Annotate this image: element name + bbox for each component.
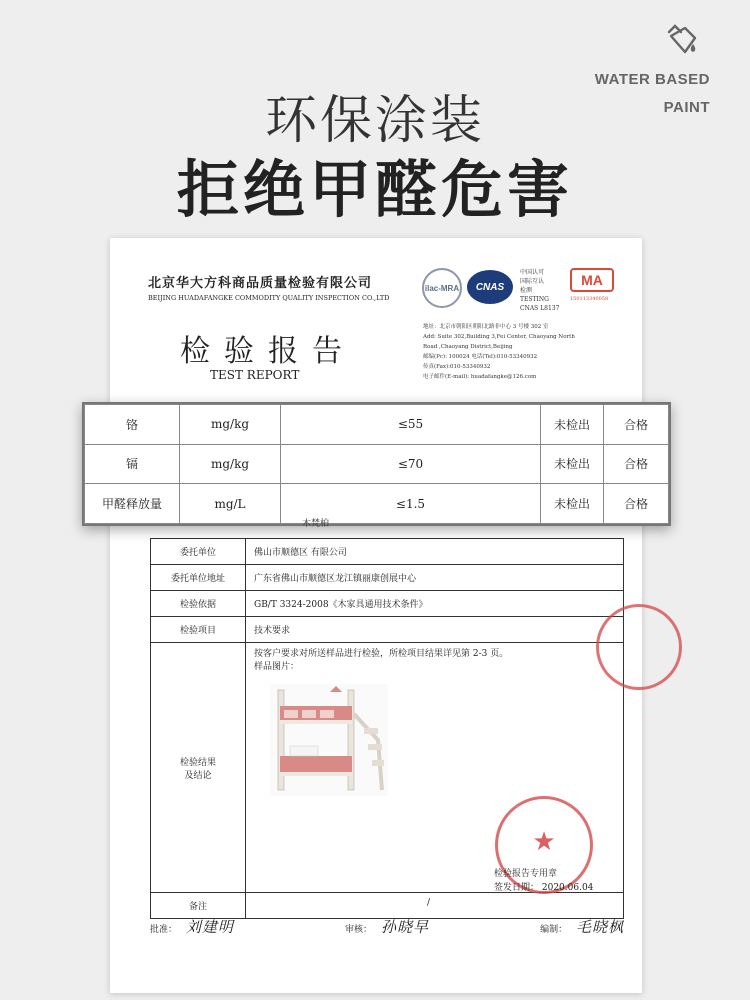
row-label: 检验依据	[151, 591, 246, 617]
approve-label: 批准：	[150, 925, 178, 935]
headline-primary: 环保涂装	[264, 91, 485, 151]
table-row	[151, 565, 624, 591]
edit-signature: 毛晓枫	[575, 918, 624, 936]
edit-field	[540, 916, 624, 937]
row-value: 技术要求	[246, 617, 624, 643]
review-signature: 孙晓早	[380, 918, 429, 936]
approve-field	[150, 916, 234, 937]
unit-cell: mg/kg	[180, 405, 281, 445]
cma-code: 150113340058	[570, 296, 609, 302]
sample-label: 样品图片：	[254, 662, 300, 672]
item-cell: 甲醛释放量	[85, 484, 180, 524]
row-value: GB/T 3324-2008《木家具通用技术条件》	[246, 591, 624, 617]
item-cell: 镉	[85, 444, 180, 484]
note-value	[246, 893, 624, 919]
approve-signature: 刘建明	[185, 918, 234, 936]
signature-row	[150, 916, 624, 937]
bunk-bed-sample-image	[270, 684, 388, 796]
table-row	[85, 484, 669, 524]
cma-logo: MA	[570, 268, 614, 292]
lab-name-cn: 北京华大方科商品质量检验有限公司	[148, 276, 373, 291]
test-report-document	[110, 238, 642, 993]
result-text: 按客户要求对所送样品进行检验，所检项目结果详见第 2-3 页。	[254, 649, 509, 659]
table-row	[151, 539, 624, 565]
row-value: 佛山市顺德区 有限公司	[246, 539, 624, 565]
row-label: 委托单位地址	[151, 565, 246, 591]
unit-cell: mg/kg	[180, 444, 281, 484]
brand-line-1: WATER BASED	[594, 71, 710, 88]
unit-cell: mg/L	[180, 484, 281, 524]
verdict-cell: 合格	[604, 405, 669, 445]
accreditation-text: 中国认可 国际互认 检测 TESTING CNAS L8137	[520, 269, 560, 312]
table-row	[151, 591, 624, 617]
result-cell: 未检出	[541, 405, 604, 445]
table-row	[85, 444, 669, 484]
report-title-en: TEST REPORT	[210, 368, 300, 382]
note-label: 备注	[151, 893, 246, 919]
row-value: 广东省佛山市顺德区龙江镇丽康创展中心	[246, 565, 624, 591]
review-field	[345, 916, 429, 937]
official-seal-partial	[596, 604, 682, 690]
seal-label: 检验报告专用章	[494, 869, 558, 879]
note-slash: /	[427, 898, 431, 908]
result-cell: 未检出	[541, 444, 604, 484]
table-row	[151, 893, 624, 919]
limit-cell: ≤55	[281, 405, 541, 445]
verdict-cell: 合格	[604, 444, 669, 484]
test-results-highlight-table	[82, 402, 671, 526]
ilac-mra-logo: ilac-MRA	[422, 268, 462, 308]
review-label: 审核：	[345, 925, 373, 935]
table-row	[85, 405, 669, 445]
limit-cell: ≤1.5	[281, 484, 541, 524]
lab-address: 地址：北京市朝阳区朝阳北路非中心 3 号楼 302 室 Add: Suite 302,Building 3,Fei Center, Chaoyang North Road ,Chaoyang District,Beijing 邮编(Pc): 100024 电话(Tel):010-53340932 传真(Fax):010-53340932 电子邮件(E-mail): huadafangke@126.com	[423, 324, 575, 380]
product-name-fragment: 木梵柏	[302, 519, 330, 529]
lab-name-en: BEIJING HUADAFANGKE COMMODITY QUALITY INSPECTION CO.,LTD	[148, 294, 390, 302]
row-label: 委托单位	[151, 539, 246, 565]
headline-secondary: 拒绝甲醛危害	[176, 153, 573, 226]
item-cell: 铬	[85, 405, 180, 445]
report-title-cn: 检验报告	[180, 334, 356, 369]
paint-bucket-icon	[663, 20, 703, 60]
issue-date: 签发日期： 2020.06.04	[494, 883, 594, 893]
row-label: 检验项目	[151, 617, 246, 643]
cnas-logo: CNAS	[467, 270, 513, 304]
brand-line-2: PAINT	[663, 99, 710, 116]
table-row	[151, 617, 624, 643]
verdict-cell: 合格	[604, 484, 669, 524]
result-label: 检验结果 及结论	[151, 643, 246, 893]
limit-cell: ≤70	[281, 444, 541, 484]
edit-label: 编制：	[540, 925, 568, 935]
result-cell: 未检出	[541, 484, 604, 524]
